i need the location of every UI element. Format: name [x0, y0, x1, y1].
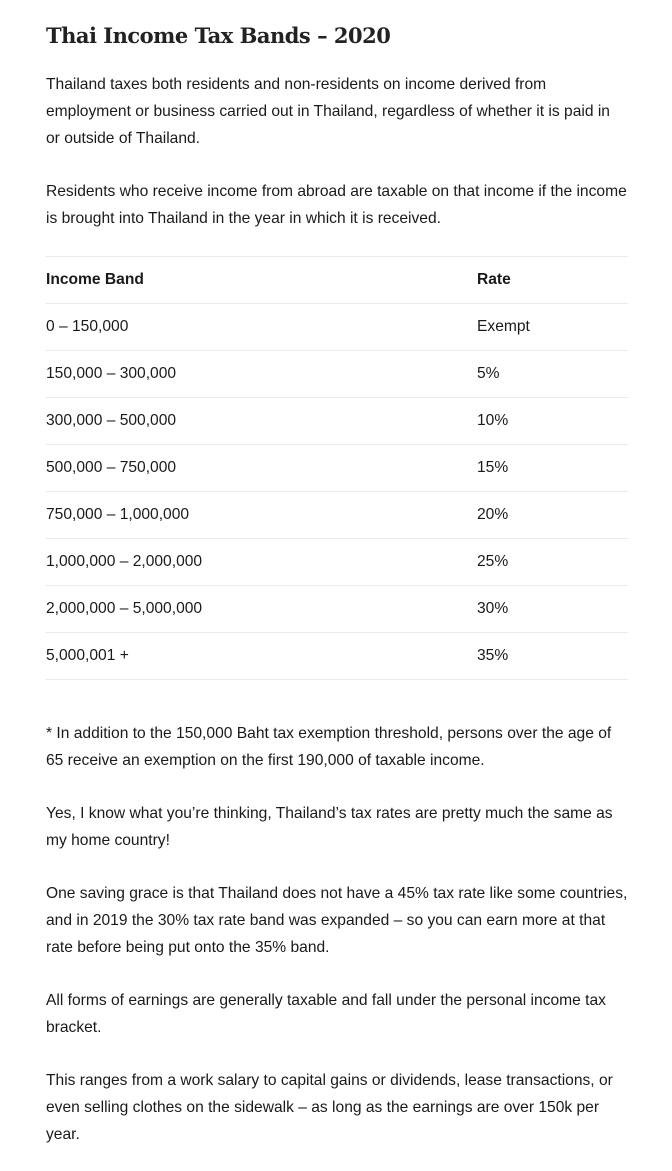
- rate-cell: 5%: [477, 351, 628, 398]
- income-band-cell: 1,000,000 – 2,000,000: [46, 539, 477, 586]
- rate-cell: 25%: [477, 539, 628, 586]
- table-row: [46, 351, 628, 398]
- table-row: [46, 539, 628, 586]
- income-band-cell: 150,000 – 300,000: [46, 351, 477, 398]
- table-row: [46, 586, 628, 633]
- body-paragraph: * In addition to the 150,000 Baht tax exemption threshold, persons over the age of 65 receive an exemption on the first 190,000 of taxable income.: [46, 725, 612, 769]
- rate-cell: 20%: [477, 492, 628, 539]
- income-band-cell: 300,000 – 500,000: [46, 398, 477, 445]
- rate-cell: 10%: [477, 398, 628, 445]
- body-paragraph: All forms of earnings are generally taxable and fall under the personal income tax bracket.: [46, 992, 606, 1036]
- table-row: [46, 633, 628, 680]
- body-paragraph: One saving grace is that Thailand does not have a 45% tax rate like some countries, and in 2019 the 30% tax rate band was expanded – so you can earn more at that rate before being put onto the 35% band.: [46, 885, 628, 956]
- rate-cell: 15%: [477, 445, 628, 492]
- table-header-row: [46, 257, 628, 304]
- intro-paragraph: Thailand taxes both residents and non-residents on income derived from employment or business carried out in Thailand, regardless of whether it is paid in or outside of Thailand.: [46, 76, 610, 147]
- tax-bands-table: [46, 256, 628, 680]
- intro-paragraph: Residents who receive income from abroad are taxable on that income if the income is brought into Thailand in the year in which it is received.: [46, 183, 627, 227]
- table-row: [46, 304, 628, 351]
- rate-cell: 30%: [477, 586, 628, 633]
- table-row: [46, 492, 628, 539]
- income-band-cell: 500,000 – 750,000: [46, 445, 477, 492]
- body-paragraph: Yes, I know what you’re thinking, Thailand’s tax rates are pretty much the same as my home country!: [46, 805, 613, 849]
- header-rate: Rate: [477, 257, 628, 304]
- income-band-cell: 5,000,001 +: [46, 633, 477, 680]
- section-title: Thai Income Tax Bands – 2020: [46, 23, 391, 48]
- table-row: [46, 445, 628, 492]
- body-paragraph: This ranges from a work salary to capital gains or dividends, lease transactions, or even selling clothes on the sidewalk – as long as the earnings are over 150k per year.: [46, 1072, 613, 1143]
- table-row: [46, 398, 628, 445]
- article-content: [46, 0, 628, 1148]
- header-income-band: Income Band: [46, 257, 477, 304]
- income-band-cell: 750,000 – 1,000,000: [46, 492, 477, 539]
- rate-cell: 35%: [477, 633, 628, 680]
- income-band-cell: 0 – 150,000: [46, 304, 477, 351]
- rate-cell: Exempt: [477, 304, 628, 351]
- income-band-cell: 2,000,000 – 5,000,000: [46, 586, 477, 633]
